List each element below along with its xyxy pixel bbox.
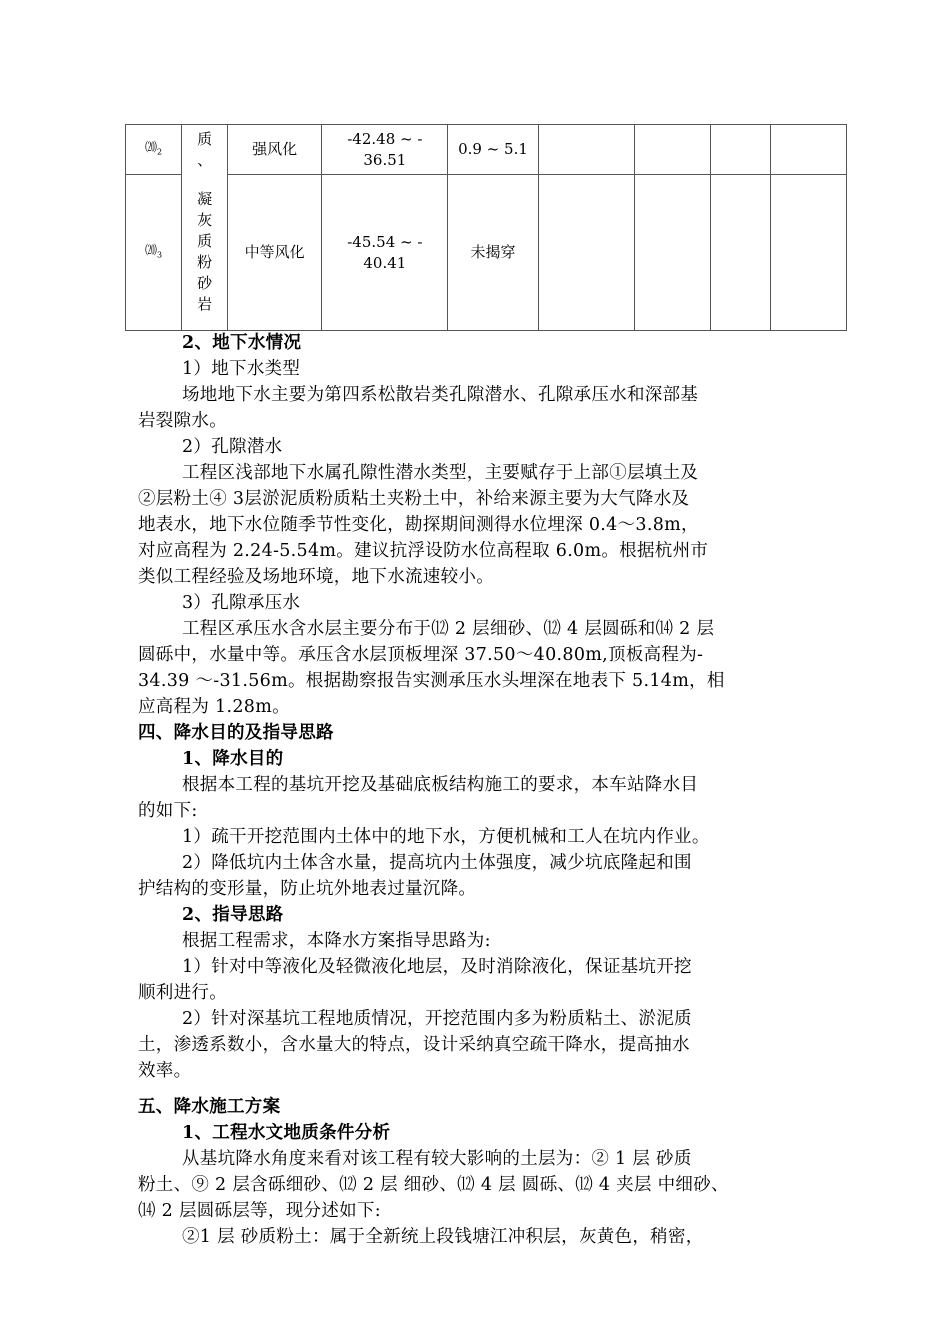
paragraph-line: 场地地下水主要为第四系松散岩类孔隙潜水、孔隙承压水和深部基 [182, 385, 699, 405]
rock-name-cell: 凝 灰 质 粉 砂 岩 [182, 175, 228, 331]
list-item-cont: 土，渗透系数小，含水量大的特点，设计采纳真空疏干降水，提高抽水 [138, 1035, 690, 1055]
elevation-cell: -42.48 ~ - 36.51 [322, 125, 448, 175]
sub-heading: 2）孔隙潜水 [182, 437, 283, 457]
list-item: 2）降低坑内土体含水量，提高坑内土体强度，减少坑底隆起和围 [182, 853, 692, 873]
paragraph-line: ②层粉土④ 3层淤泥质粉质粘土夹粉土中，补给来源主要为大气降水及 [138, 489, 690, 509]
empty-cell [634, 175, 710, 331]
weathering-cell: 强风化 [228, 125, 322, 175]
empty-cell [538, 175, 634, 331]
paragraph-line: 工程区浅部地下水属孔隙性潜水类型，主要赋存于上部①层填土及 [182, 463, 699, 483]
paragraph-line: 圆砾中，水量中等。承压含水层顶板埋深 37.50～40.80m,顶板高程为- [138, 645, 704, 665]
paragraph-line: 34.39 ～-31.56m。根据勘察报告实测承压水头埋深在地表下 5.14m，相 [138, 671, 725, 691]
section-heading: 五、降水施工方案 [138, 1097, 281, 1117]
list-item: 1）疏干开挖范围内土体中的地下水，方便机械和工人在坑内作业。 [182, 827, 710, 847]
table-row [126, 175, 847, 331]
empty-cell [770, 125, 846, 175]
thickness-cell: 未揭穿 [448, 175, 538, 331]
elevation-cell: -45.54 ~ - 40.41 [322, 175, 448, 331]
empty-cell [538, 125, 634, 175]
section-heading: 1、工程水文地质条件分析 [182, 1123, 391, 1143]
paragraph-line: 的如下: [138, 801, 198, 821]
table-row [126, 125, 847, 175]
layer-id-cell: $⒇_2$ [126, 125, 182, 175]
geology-table [125, 124, 847, 331]
list-item: 2）针对深基坑工程地质情况，开挖范围内多为粉质粘土、淤泥质 [182, 1009, 692, 1029]
empty-cell [770, 175, 846, 331]
paragraph-line: 应高程为 1.28m。 [138, 697, 290, 717]
thickness-cell: 0.9 ~ 5.1 [448, 125, 538, 175]
paragraph-line: 类似工程经验及场地环境，地下水流速较小。 [138, 567, 494, 587]
paragraph-line: 对应高程为 2.24-5.54m。建议抗浮设防水位高程取 6.0m。根据杭州市 [138, 541, 709, 561]
list-item: 1）针对中等液化及轻微液化地层，及时消除液化，保证基坑开挖 [182, 957, 692, 977]
paragraph-line: ⒁ 2 层圆砾层等，现分述如下: [138, 1201, 381, 1221]
empty-cell [634, 125, 710, 175]
empty-cell [710, 175, 770, 331]
paragraph-line: 粉土、⑨ 2 层含砾细砂、⑿ 2 层 细砂、⑿ 4 层 圆砾、⑿ 4 夹层 中细砂、 [138, 1175, 729, 1195]
paragraph-line: 根据工程需求，本降水方案指导思路为: [182, 931, 491, 951]
empty-cell [710, 125, 770, 175]
paragraph-line: ②1 层 砂质粉土：属于全新统上段钱塘江冲积层，灰黄色，稍密， [182, 1227, 704, 1247]
section-heading: 2、指导思路 [182, 905, 284, 925]
rock-name-cell: 质 、 [182, 125, 228, 175]
layer-id-cell: $⒇_3$ [126, 175, 182, 331]
paragraph-line: 岩裂隙水。 [138, 411, 227, 431]
paragraph-line: 工程区承压水含水层主要分布于⑿ 2 层细砂、⑿ 4 层圆砾和⒁ 2 层 [182, 619, 715, 639]
document-body [138, 330, 850, 1250]
list-item-cont: 效率。 [138, 1061, 192, 1081]
weathering-cell: 中等风化 [228, 175, 322, 331]
paragraph-line: 根据本工程的基坑开挖及基础底板结构施工的要求，本车站降水目 [182, 775, 699, 795]
list-item-cont: 顺利进行。 [138, 983, 227, 1003]
paragraph-line: 从基坑降水角度来看对该工程有较大影响的土层为：② 1 层 砂质 [182, 1149, 692, 1169]
sub-heading: 1）地下水类型 [182, 359, 301, 379]
sub-heading: 3）孔隙承压水 [182, 593, 301, 613]
section-heading: 四、降水目的及指导思路 [138, 723, 334, 743]
section-heading: 1、降水目的 [182, 749, 284, 769]
paragraph-line: 地表水，地下水位随季节性变化，勘探期间测得水位埋深 0.4～3.8m， [138, 515, 699, 535]
section-heading: 2、地下水情况 [182, 333, 302, 353]
list-item-cont: 护结构的变形量，防止坑外地表过量沉降。 [138, 879, 477, 899]
